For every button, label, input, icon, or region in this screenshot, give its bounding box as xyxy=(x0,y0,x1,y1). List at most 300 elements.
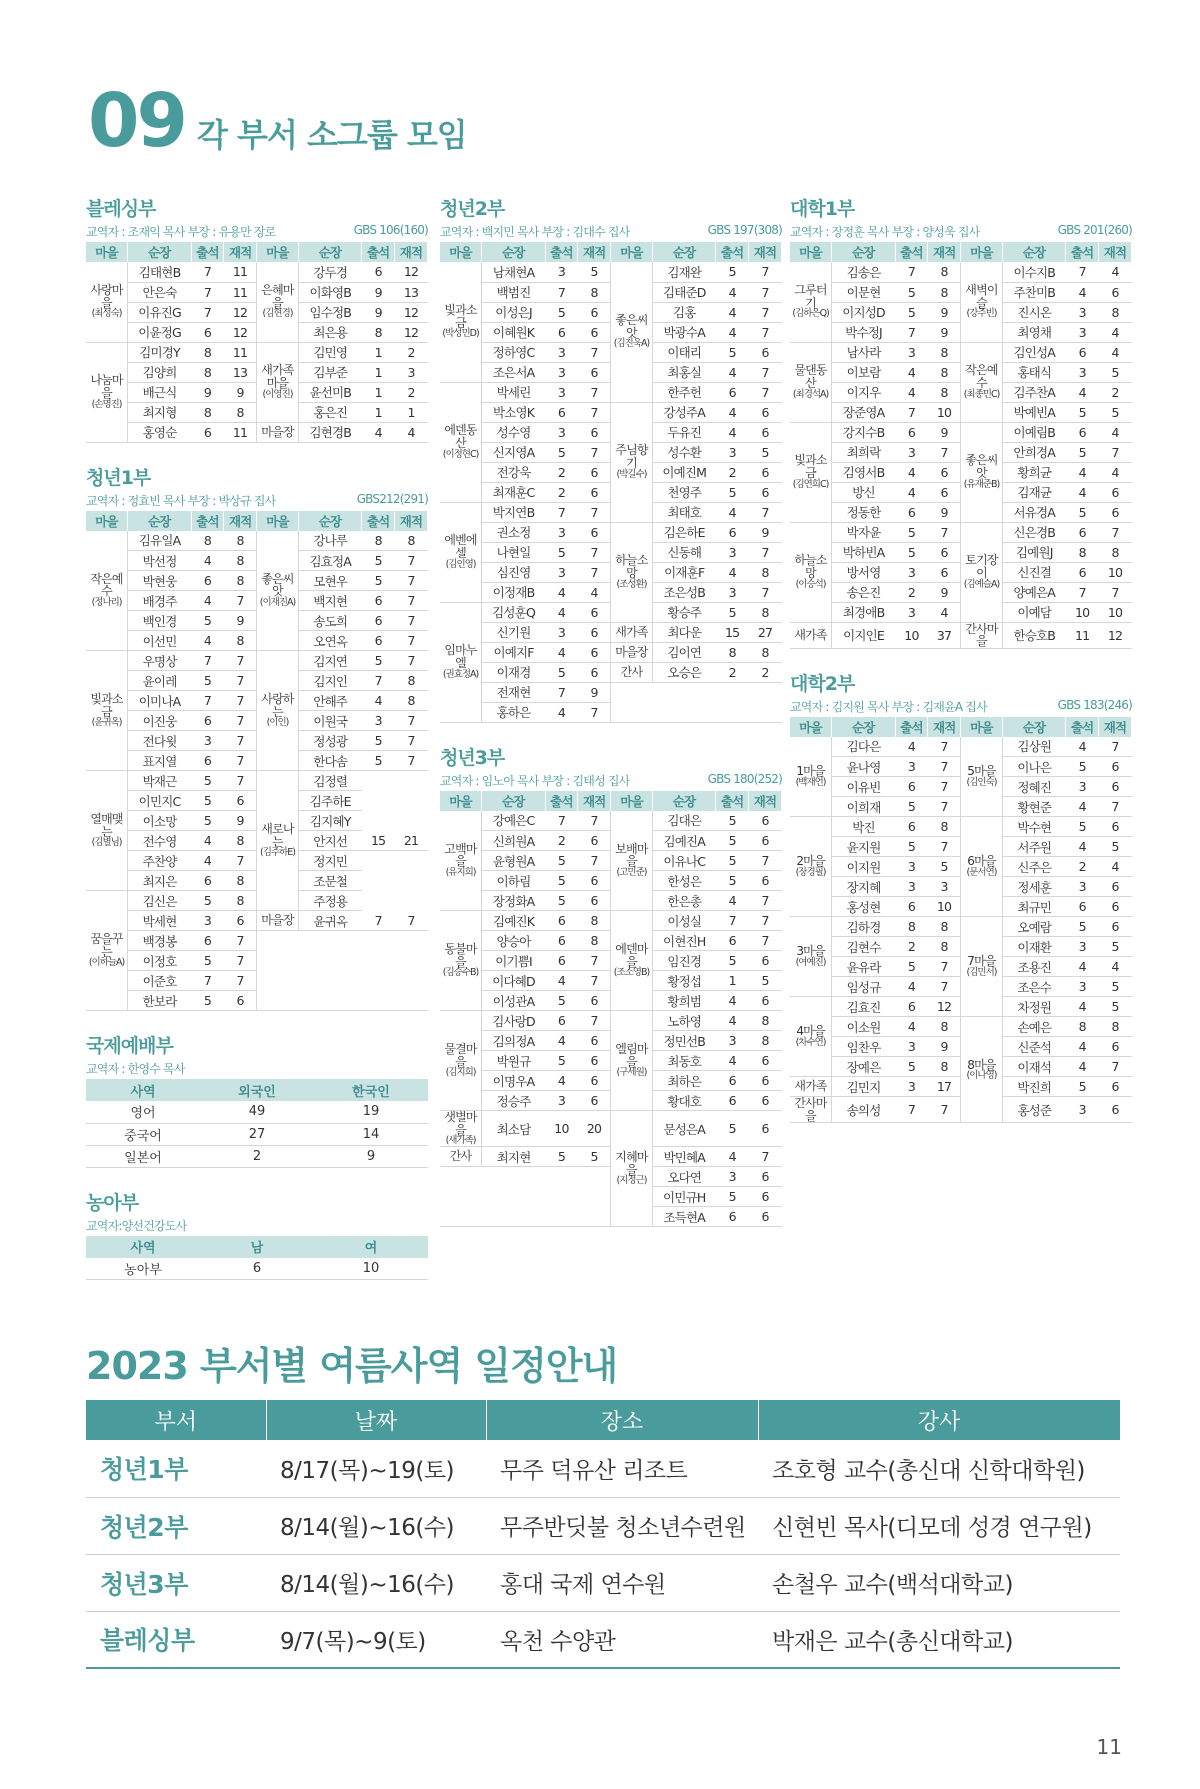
leader-cell: 김이연 xyxy=(652,642,715,662)
attendance-cell: 5 xyxy=(716,482,749,502)
attendance-cell: 4 xyxy=(191,551,224,571)
date-cell: 8/17(목)~19(토) xyxy=(266,1440,486,1497)
attendance-cell: 5 xyxy=(895,542,928,562)
place-cell: 무주 덕유산 리조트 xyxy=(486,1440,758,1497)
leader-cell: 양예은A xyxy=(1002,582,1065,602)
leader-cell: 김태준D xyxy=(652,282,715,302)
leader-cell: 홍태식 xyxy=(1002,362,1065,382)
leader-cell: 최다운 xyxy=(652,622,715,642)
village-leader: (김승수B) xyxy=(442,967,479,979)
enrolled-cell: 6 xyxy=(928,562,961,582)
village-leader: (유지희) xyxy=(445,866,476,878)
village-label: 2마을 xyxy=(796,854,825,869)
attendance-cell: 1 xyxy=(716,971,749,991)
enrolled-cell: 7 xyxy=(928,957,961,977)
col-header: 재적 xyxy=(1099,242,1132,262)
village-leader: (최경석A) xyxy=(792,388,829,400)
attendance-cell: 6 xyxy=(895,817,928,837)
village-leader: (박길수) xyxy=(616,468,647,480)
enrolled-cell: 4 xyxy=(1099,462,1132,482)
enrolled-cell: 7 xyxy=(224,691,257,711)
enrolled-cell: 7 xyxy=(749,931,782,951)
leader-cell: 강두경 xyxy=(298,262,361,282)
cell: 농아부 xyxy=(86,1258,200,1280)
col-header: 출석 xyxy=(362,242,395,262)
attendance-cell: 7 xyxy=(545,682,578,702)
leader-cell: 이성실 xyxy=(652,911,715,931)
attendance-cell: 6 xyxy=(895,502,928,522)
enrolled-cell: 6 xyxy=(578,322,611,342)
village-leader: (고민준) xyxy=(616,866,647,878)
leader-cell: 장정화A xyxy=(482,891,545,911)
attendance-cell: 6 xyxy=(545,402,578,422)
group-table xyxy=(86,511,428,1012)
enrolled-cell: 6 xyxy=(749,951,782,971)
leader-cell: 박선정 xyxy=(128,551,191,571)
attendance-cell: 3 xyxy=(1066,362,1099,382)
leader-cell: 양승아 xyxy=(482,931,545,951)
enrolled-cell: 8 xyxy=(928,382,961,402)
leader-cell: 최재훈C xyxy=(482,482,545,502)
enrolled-cell: 8 xyxy=(928,362,961,382)
leader-cell: 서주원 xyxy=(1002,837,1065,857)
attendance-cell: 3 xyxy=(545,522,578,542)
attendance-cell: 6 xyxy=(716,1207,749,1227)
group-table xyxy=(440,791,782,1228)
village-label: 간사마을 xyxy=(794,1096,827,1123)
attendance-cell: 4 xyxy=(545,971,578,991)
enrolled-cell: 4 xyxy=(578,582,611,602)
table-row xyxy=(440,662,782,682)
col-header: 재적 xyxy=(224,511,257,531)
leader-cell: 김인성A xyxy=(1002,342,1065,362)
enrolled-cell: 7 xyxy=(224,771,257,791)
enrolled-cell: 2 xyxy=(395,382,428,402)
enrolled-cell: 7 xyxy=(1099,1057,1132,1077)
col-header: 마을 xyxy=(440,791,482,811)
leader-cell: 박민혜A xyxy=(652,1147,715,1167)
enrolled-cell: 9 xyxy=(224,382,257,402)
enrolled-cell: 8 xyxy=(224,531,257,551)
leader-cell: 김상원 xyxy=(1002,737,1065,757)
attendance-cell: 5 xyxy=(545,302,578,322)
enrolled-cell: 7 xyxy=(395,611,428,631)
place-cell: 옥천 수양관 xyxy=(486,1611,758,1668)
village-label: 작은예수 xyxy=(965,363,998,391)
attendance-cell: 7 xyxy=(545,811,578,831)
enrolled-cell: 7 xyxy=(395,751,428,771)
enrolled-cell: 12 xyxy=(395,302,428,322)
enrolled-cell: 6 xyxy=(749,482,782,502)
leader-cell: 최동호 xyxy=(652,1051,715,1071)
leader-cell: 주찬양 xyxy=(128,851,191,871)
enrolled-cell: 7 xyxy=(928,777,961,797)
village-leader: (조소영B) xyxy=(613,967,650,979)
group-youth3 xyxy=(440,743,782,1228)
leader-cell: 김사랑D xyxy=(482,1011,545,1031)
enrolled-cell: 5 xyxy=(749,971,782,991)
leader-cell: 최은용 xyxy=(298,322,361,342)
enrolled-cell: 6 xyxy=(578,522,611,542)
leader-cell: 한다솜 xyxy=(298,751,361,771)
village-label: 5마을 xyxy=(967,764,996,779)
attendance-cell: 3 xyxy=(716,442,749,462)
attendance-cell: 5 xyxy=(716,871,749,891)
table-row xyxy=(86,931,428,951)
attendance-cell: 5 xyxy=(1066,757,1099,777)
col-header: 순장 xyxy=(128,511,191,531)
attendance-cell: 3 xyxy=(895,1037,928,1057)
col-header: 순장 xyxy=(652,242,715,262)
col-header: 출석 xyxy=(895,717,928,737)
leader-cell: 이재훈F xyxy=(652,562,715,582)
table-row xyxy=(790,262,1132,282)
col-header: 남 xyxy=(200,1236,314,1258)
village-leader: (강주빈) xyxy=(966,308,997,320)
attendance-cell: 6 xyxy=(362,611,395,631)
village-leader: (조성환) xyxy=(616,578,647,590)
attendance-cell: 1 xyxy=(362,382,395,402)
leader-cell: 이희재 xyxy=(832,797,895,817)
attendance-cell: 3 xyxy=(716,582,749,602)
village-name xyxy=(257,422,299,442)
leader-cell: 김민영 xyxy=(298,342,361,362)
attendance-cell: 4 xyxy=(191,831,224,851)
attendance-cell: 4 xyxy=(1066,382,1099,402)
village-label: 1마을 xyxy=(796,764,825,779)
group-gbs-count: GBS 201(260) xyxy=(1057,223,1132,237)
attendance-cell: 6 xyxy=(545,1011,578,1031)
leader-cell: 윤귀옥 xyxy=(298,911,361,931)
col-header: 출석 xyxy=(545,242,578,262)
leader-cell: 이준호 xyxy=(128,971,191,991)
group-staff: 교역자 : 임노아 목사 부장 : 김태성 집사 xyxy=(440,773,630,788)
leader-cell: 김주하E xyxy=(298,791,361,811)
date-cell: 8/14(월)~16(수) xyxy=(266,1554,486,1611)
leader-cell: 이다혜D xyxy=(482,971,545,991)
attendance-cell: 15 xyxy=(362,831,395,851)
enrolled-cell: 7 xyxy=(749,362,782,382)
village-label: 간사마을 xyxy=(965,622,998,649)
village-label: 그루터기 xyxy=(794,283,827,310)
enrolled-cell: 9 xyxy=(749,522,782,542)
village-leader: (김민서) xyxy=(966,967,997,978)
attendance-cell: 8 xyxy=(191,402,224,422)
enrolled-cell: 7 xyxy=(749,282,782,302)
enrolled-cell: 13 xyxy=(395,282,428,302)
village-leader: (이인) xyxy=(266,717,289,729)
village-name xyxy=(790,422,832,522)
village-name xyxy=(611,911,653,1011)
group-title: 청년2부 xyxy=(440,198,505,220)
enrolled-cell: 6 xyxy=(578,622,611,642)
col-header: 마을 xyxy=(440,242,482,262)
attendance-cell: 3 xyxy=(1066,1097,1099,1123)
leader-cell: 박수정J xyxy=(832,322,895,342)
attendance-cell: 9 xyxy=(191,382,224,402)
village-label: 마을장 xyxy=(615,644,648,659)
village-label: 새로나는 xyxy=(261,821,294,849)
village-label: 새가족 xyxy=(794,627,827,642)
table-row xyxy=(86,1145,428,1167)
attendance-cell: 3 xyxy=(545,422,578,442)
enrolled-cell: 8 xyxy=(578,282,611,302)
attendance-cell: 3 xyxy=(545,262,578,282)
leader-cell: 이지원 xyxy=(832,857,895,877)
attendance-cell: 4 xyxy=(545,582,578,602)
enrolled-cell: 7 xyxy=(395,651,428,671)
enrolled-cell: 7 xyxy=(749,322,782,342)
table-row xyxy=(440,622,782,642)
village-name xyxy=(440,1011,482,1111)
leader-cell: 윤지원 xyxy=(832,837,895,857)
attendance-cell: 7 xyxy=(895,1097,928,1123)
page-header xyxy=(88,78,467,164)
deaf-table xyxy=(86,1236,428,1281)
village-label: 6마을 xyxy=(967,854,996,869)
village-name xyxy=(611,1111,653,1227)
attendance-cell: 6 xyxy=(895,897,928,917)
attendance-cell: 6 xyxy=(545,951,578,971)
enrolled-cell: 6 xyxy=(578,462,611,482)
enrolled-cell: 8 xyxy=(928,817,961,837)
cell: 14 xyxy=(314,1123,428,1145)
attendance-cell: 2 xyxy=(545,462,578,482)
leader-cell: 이기쁨I xyxy=(482,951,545,971)
leader-cell: 박예빈A xyxy=(1002,402,1065,422)
village-name xyxy=(611,402,653,522)
leader-cell: 김송은 xyxy=(832,262,895,282)
enrolled-cell: 7 xyxy=(928,522,961,542)
enrolled-cell: 7 xyxy=(749,542,782,562)
attendance-cell: 3 xyxy=(191,911,224,931)
leader-cell: 성수환 xyxy=(652,442,715,462)
group-title: 청년3부 xyxy=(440,746,505,769)
speaker-cell: 손철우 교수(백석대학교) xyxy=(758,1554,1120,1611)
enrolled-cell: 7 xyxy=(1099,737,1132,757)
attendance-cell: 2 xyxy=(545,831,578,851)
attendance-cell: 4 xyxy=(716,402,749,422)
enrolled-cell: 7 xyxy=(578,502,611,522)
village-leader: (윤귀옥) xyxy=(91,717,122,729)
attendance-cell: 4 xyxy=(716,282,749,302)
village-label: 사랑하는 xyxy=(261,691,294,719)
table-row xyxy=(440,402,782,422)
attendance-cell: 4 xyxy=(895,462,928,482)
leader-cell: 표지열 xyxy=(128,751,191,771)
cell: 영어 xyxy=(86,1101,200,1123)
attendance-cell: 7 xyxy=(191,302,224,322)
col-header: 재적 xyxy=(578,791,611,811)
col-header-date: 날짜 xyxy=(266,1400,486,1440)
leader-cell: 두유진 xyxy=(652,422,715,442)
leader-cell: 홍성현 xyxy=(832,897,895,917)
village-label: 3마을 xyxy=(796,944,825,959)
attendance-cell: 7 xyxy=(191,282,224,302)
leader-cell: 이태리 xyxy=(652,342,715,362)
cell: 10 xyxy=(314,1258,428,1280)
group-table xyxy=(790,242,1132,649)
leader-cell: 김양희 xyxy=(128,362,191,382)
village-label: 꿈을꾸는 xyxy=(90,931,123,959)
village-name xyxy=(790,262,832,342)
village-leader: (장경필) xyxy=(795,867,826,878)
table-row xyxy=(790,622,1132,648)
enrolled-cell: 6 xyxy=(749,1207,782,1227)
leader-cell: 최희락 xyxy=(832,442,895,462)
village-name xyxy=(961,262,1003,342)
table-row xyxy=(86,1440,1120,1497)
attendance-cell: 5 xyxy=(362,651,395,671)
col-header: 출석 xyxy=(545,791,578,811)
enrolled-cell: 21 xyxy=(395,831,428,851)
enrolled-cell: 7 xyxy=(749,382,782,402)
attendance-cell: 7 xyxy=(362,671,395,691)
enrolled-cell: 2 xyxy=(395,342,428,362)
attendance-cell: 7 xyxy=(191,691,224,711)
leader-cell: 주정용 xyxy=(298,891,361,911)
village-name xyxy=(790,737,832,817)
attendance-cell: 4 xyxy=(895,362,928,382)
attendance-cell: 2 xyxy=(1066,857,1099,877)
village-leader: (차수연) xyxy=(795,1037,826,1048)
enrolled-cell: 4 xyxy=(1099,322,1132,342)
dept-cell: 청년3부 xyxy=(86,1554,266,1611)
spacer xyxy=(86,1174,428,1188)
page-title: 각 부서 소그룹 모임 xyxy=(196,116,467,154)
col-header: 마을 xyxy=(961,717,1003,737)
leader-cell: 백지현 xyxy=(298,591,361,611)
attendance-cell: 4 xyxy=(1066,737,1099,757)
enrolled-cell: 13 xyxy=(224,362,257,382)
village-label: 열매맺는 xyxy=(90,811,123,839)
village-leader: (문서연) xyxy=(966,867,997,878)
attendance-cell: 6 xyxy=(191,422,224,442)
attendance-cell: 5 xyxy=(1066,817,1099,837)
leader-cell: 김미경Y xyxy=(128,342,191,362)
leader-cell: 박진 xyxy=(832,817,895,837)
attendance-cell: 4 xyxy=(895,482,928,502)
group-info xyxy=(440,772,782,789)
enrolled-cell: 6 xyxy=(578,662,611,682)
attendance-cell: 8 xyxy=(191,342,224,362)
leader-cell: 김지연 xyxy=(298,651,361,671)
village-name xyxy=(257,651,299,771)
attendance-cell: 4 xyxy=(545,702,578,722)
leader-cell: 조은성B xyxy=(652,582,715,602)
village-name xyxy=(790,1097,832,1123)
enrolled-cell: 6 xyxy=(928,482,961,502)
attendance-cell: 5 xyxy=(716,342,749,362)
village-label: 새가족 xyxy=(794,1079,827,1094)
enrolled-cell: 8 xyxy=(224,631,257,651)
leader-cell: 우명상 xyxy=(128,651,191,671)
col-header: 순장 xyxy=(1002,717,1065,737)
enrolled-cell: 7 xyxy=(928,757,961,777)
group-table xyxy=(440,242,782,723)
enrolled-cell: 20 xyxy=(578,1111,611,1147)
attendance-cell: 7 xyxy=(895,322,928,342)
attendance-cell: 5 xyxy=(716,951,749,971)
enrolled-cell: 6 xyxy=(1099,897,1132,917)
attendance-cell: 7 xyxy=(895,262,928,282)
attendance-cell: 3 xyxy=(1066,937,1099,957)
attendance-cell: 6 xyxy=(895,997,928,1017)
column-1 xyxy=(86,194,428,1286)
enrolled-cell: 6 xyxy=(578,422,611,442)
attendance-cell: 5 xyxy=(191,791,224,811)
attendance-cell: 6 xyxy=(191,751,224,771)
leader-cell: 홍하은 xyxy=(482,702,545,722)
dept-cell: 청년2부 xyxy=(86,1497,266,1554)
enrolled-cell: 10 xyxy=(1099,602,1132,622)
enrolled-cell: 5 xyxy=(1099,402,1132,422)
leader-cell: 안해주 xyxy=(298,691,361,711)
village-leader: (손명진) xyxy=(91,398,122,410)
attendance-cell: 4 xyxy=(191,851,224,871)
enrolled-cell: 8 xyxy=(928,917,961,937)
leader-cell: 홍영순 xyxy=(128,422,191,442)
group-info xyxy=(86,492,428,509)
leader-cell: 이선민 xyxy=(128,631,191,651)
group-youth1 xyxy=(86,463,428,1012)
enrolled-cell: 9 xyxy=(578,682,611,702)
group-gbs-count: GBS 106(160) xyxy=(353,223,428,237)
international-info xyxy=(86,1060,428,1077)
attendance-cell: 7 xyxy=(1066,582,1099,602)
village-name xyxy=(790,997,832,1077)
cell: 49 xyxy=(200,1101,314,1123)
attendance-cell: 5 xyxy=(191,671,224,691)
leader-cell: 이예진M xyxy=(652,462,715,482)
enrolled-cell: 6 xyxy=(749,1111,782,1147)
deaf-section xyxy=(86,1188,428,1281)
col-header: 재적 xyxy=(395,242,428,262)
dept-cell: 블레싱부 xyxy=(86,1611,266,1668)
table-row xyxy=(86,651,428,671)
attendance-cell: 8 xyxy=(362,322,395,342)
attendance-cell: 5 xyxy=(895,522,928,542)
village-leader: (김인영) xyxy=(445,558,476,570)
col-header: 한국인 xyxy=(314,1079,428,1101)
empty-cell xyxy=(440,1167,611,1227)
attendance-cell: 6 xyxy=(191,322,224,342)
enrolled-cell: 6 xyxy=(749,1187,782,1207)
enrolled-cell: 7 xyxy=(395,731,428,751)
enrolled-cell: 9 xyxy=(928,322,961,342)
enrolled-cell: 8 xyxy=(928,342,961,362)
group-gbs-count: GBS 180(252) xyxy=(707,771,782,786)
group-staff: 교역자 : 조재익 목사 부장 : 유용만 장로 xyxy=(86,225,276,239)
col-header: 마을 xyxy=(257,511,299,531)
enrolled-cell: 7 xyxy=(395,631,428,651)
col-header: 출석 xyxy=(1066,717,1099,737)
leader-cell: 송의성 xyxy=(832,1097,895,1123)
leader-cell: 박세현 xyxy=(128,911,191,931)
enrolled-cell: 9 xyxy=(928,302,961,322)
leader-cell: 김정렬 xyxy=(298,771,361,791)
leader-cell: 박재근 xyxy=(128,771,191,791)
attendance-cell: 3 xyxy=(545,562,578,582)
col-header: 재적 xyxy=(1099,717,1132,737)
leader-cell: 서유경A xyxy=(1002,502,1065,522)
attendance-cell: 6 xyxy=(362,591,395,611)
village-label: 마을장 xyxy=(261,424,294,439)
enrolled-cell: 4 xyxy=(928,602,961,622)
empty-cell xyxy=(257,931,428,1011)
leader-cell: 이유빈 xyxy=(832,777,895,797)
col-header: 마을 xyxy=(790,242,832,262)
